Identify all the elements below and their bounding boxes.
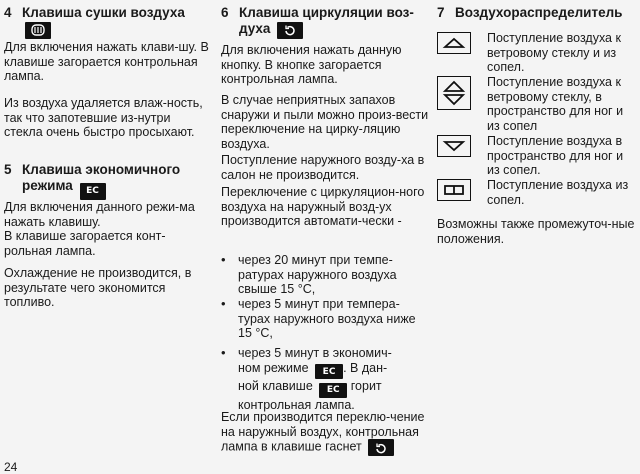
recirculation-key-icon: [277, 22, 303, 39]
recirculation-key-icon: [368, 439, 394, 456]
paragraph: Для включения нажать клави-шу. В клавише загорается контрольная лампа.: [4, 40, 209, 84]
paragraph: Поступление наружного возду-ха в салон не производится.: [221, 153, 425, 182]
paragraph: В случае неприятных запахов снаружи и пыли можно произ-вести переключение на цирку-ляцию воздуха.: [221, 93, 429, 151]
paragraph: Для включения нажать данную кнопку. В кнопке загорается контрольная лампа.: [221, 43, 402, 87]
list-item: Поступление воздуха в пространство для ног и из сопел.: [437, 134, 637, 178]
list-item: • через 20 минут при темпе-ратурах наружного воздуха свыше 15 °C,: [221, 252, 397, 297]
section-number: 6: [221, 5, 229, 20]
section-number: 4: [4, 5, 12, 20]
paragraph: Из воздуха удаляется влаж-ность, так что запотевшие из-нутри стекла очень быстро просыхают.: [4, 96, 203, 140]
section-title-line-2: духа: [239, 21, 271, 36]
windshield-footwell-vents-mode-icon: [437, 76, 471, 110]
list-item: • через 5 минут в экономич- ном режиме EC . В дан- ной клавише EC горит контрольная лампа.: [221, 345, 392, 413]
section-title-line-1: Клавиша экономичного: [22, 162, 181, 177]
air-drying-key-icon: [25, 22, 51, 39]
footwell-vents-mode-icon: [437, 135, 471, 157]
list-item: Поступление воздуха к ветровому стеклу и из сопел.: [437, 31, 637, 75]
section-number: 7: [437, 5, 445, 20]
section-6-heading: [221, 5, 431, 39]
economy-key-icon: EC: [319, 383, 347, 398]
section-5-heading: [4, 162, 212, 200]
paragraph: Переключение с циркуляцион-ного воздуха на наружный возд-ух производится автомати-чески -: [221, 185, 425, 229]
bullet-icon: •: [221, 296, 226, 311]
section-5: [4, 162, 212, 200]
paragraph: Возможны также промежуточ-ные положения.: [437, 217, 635, 246]
windshield-vents-mode-icon: [437, 32, 471, 54]
economy-key-icon: EC: [80, 183, 106, 200]
section-title-line-2: режима: [22, 178, 73, 193]
section-4-heading: [4, 5, 212, 39]
section-4: [4, 5, 212, 39]
list-item: Поступление воздуха к ветровому стеклу, в пространство для ног и из сопел: [437, 75, 637, 133]
bullet-icon: •: [221, 345, 226, 360]
section-title: Клавиша сушки воздуха: [22, 5, 185, 20]
section-title: Воздухораспределитель: [455, 5, 623, 20]
economy-key-icon: EC: [315, 364, 343, 379]
vents-only-mode-icon: [437, 179, 471, 201]
paragraph: Если производится переклю-чение на наружный воздух, контрольная лампа в клавише гаснет: [221, 410, 431, 456]
bullet-icon: •: [221, 252, 226, 267]
section-7-heading: [437, 5, 637, 21]
section-title-line-1: Клавиша циркуляции воз-: [239, 5, 414, 20]
list-item: • через 5 минут при темпера-турах наружного воздуха ниже 15 °C,: [221, 296, 416, 341]
section-7: [437, 5, 637, 21]
paragraph: Для включения данного режи-ма нажать клавишу.: [4, 200, 195, 229]
paragraph: В клавише загорается конт-рольная лампа.: [4, 229, 166, 258]
list-item: Поступление воздуха из сопел.: [437, 178, 637, 207]
section-6: [221, 5, 431, 39]
section-number: 5: [4, 162, 12, 177]
paragraph: Охлаждение не производится, в результате чего экономится топливо.: [4, 266, 192, 310]
page-number: 24: [4, 460, 18, 474]
